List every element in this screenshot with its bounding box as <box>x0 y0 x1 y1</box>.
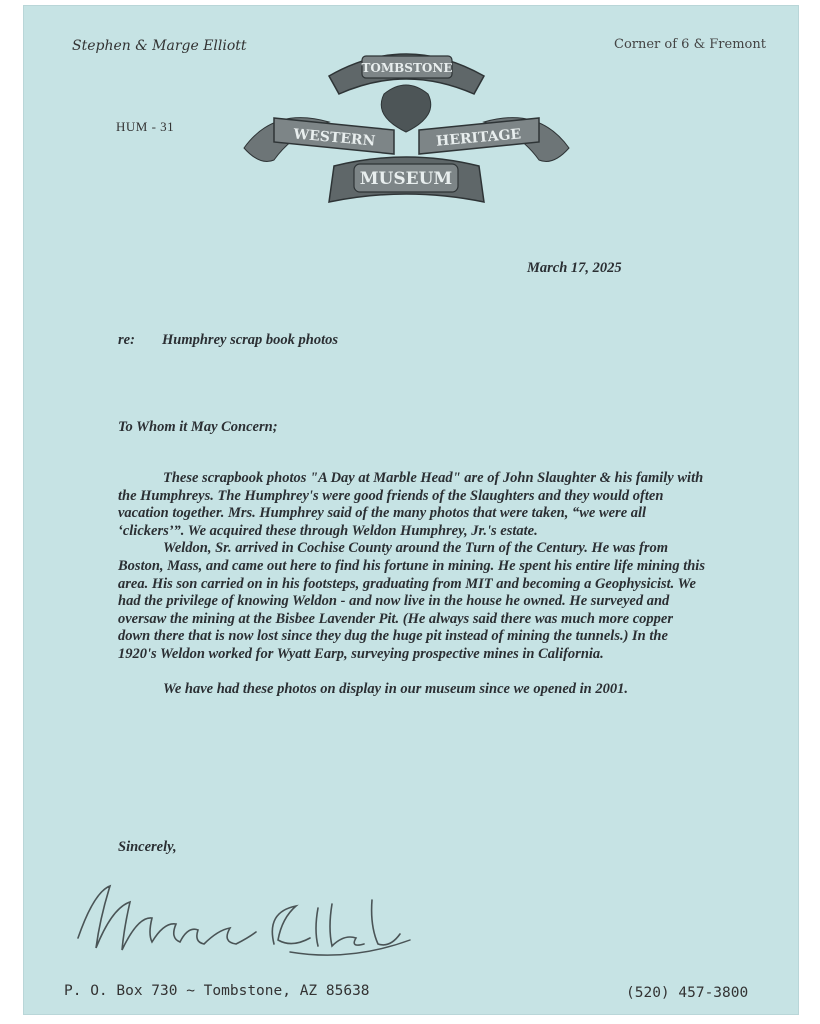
mailing-address: P. O. Box 730 ~ Tombstone, AZ 85638 <box>64 983 370 999</box>
street-address: Corner of 6 & Fremont <box>614 37 766 52</box>
re-label: re: <box>118 332 135 348</box>
letter-body <box>118 470 708 698</box>
museum-logo <box>234 36 579 208</box>
body-paragraph: These scrapbook photos "A Day at Marble Head" are of John Slaughter & his family with the Humphreys. The Humphrey's were good friends of the Slaughters and they would often vacation together. Mrs. Humphrey said of the many photos that were taken, “we were all ‘clickers’”. We acquired these through Weldon Humphrey, Jr.'s estate. <box>118 470 704 539</box>
logo-banner-left-text: WESTERN <box>292 126 376 150</box>
salutation: To Whom it May Concern; <box>118 419 278 435</box>
handwritten-signature <box>60 878 420 964</box>
logo-top-text: TOMBSTONE <box>361 61 453 75</box>
sender-names: Stephen & Marge Elliott <box>72 38 247 54</box>
closing: Sincerely, <box>118 839 177 855</box>
logo-ornament-center <box>381 85 431 132</box>
body-paragraph: Weldon, Sr. arrived in Cochise County around the Turn of the Century. He was from Boston, Mass, and came out here to find his fortune in mining. He spent his entire life mining this area. His son carried on in his footsteps, graduating from MIT and becoming a Geophysicist. We had the privilege of knowing Weldon - and now live in the house he owned. He surveyed and oversaw the mining at the Bisbee Lavender Pit. (He always said there was much more copper down there that is now lost since they dug the huge pit instead of mining the tunnels.) In the 1920's Weldon worked for Wyatt Earp, surveying prospective mines in California. <box>118 540 705 662</box>
document-code: HUM - 31 <box>116 119 175 134</box>
phone-number: (520) 457-3800 <box>626 985 749 1001</box>
letter-date: March 17, 2025 <box>527 260 622 276</box>
body-paragraph: We have had these photos on display in our museum since we opened in 2001. <box>163 680 628 697</box>
logo-banner-right-text: HERITAGE <box>435 126 522 150</box>
re-subject: Humphrey scrap book photos <box>162 332 339 348</box>
letter-page <box>24 6 798 1014</box>
logo-bottom-text: MUSEUM <box>359 169 453 189</box>
